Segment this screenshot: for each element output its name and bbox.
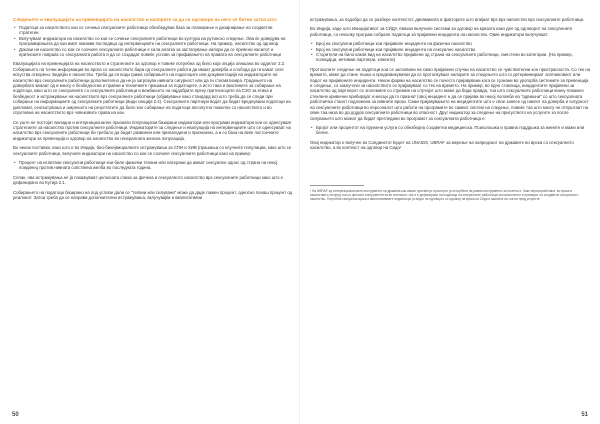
paragraph: Собирањето на податоци базирано на под услови дали се "тепани или силувани" може да даде лажен процент, односно понаш процент од реалниот. Затоа треба да се направи дополнителни истражувања, вклучувајќи и квалитативни: [13, 189, 293, 200]
service-bullet-list: [310, 125, 590, 136]
list-item: • Бројот или процентот на пружени услуги со обезбедна соодветна медицинска. Психолошка и правна поддршка за жените и мажи или белне.: [310, 125, 590, 136]
list-item: • Број на сексуални работници кои пријавиле инциденти на сексуално насилство: [310, 47, 590, 52]
indicator-bullet-list: [310, 41, 590, 63]
page-number: 51: [581, 412, 588, 418]
page-number: 50: [12, 412, 19, 418]
left-page-content: [13, 17, 293, 204]
right-page: [300, 0, 600, 424]
section-heading: Следењето и евалуацијата на превенцијата на насилство и напорите за да се одговори на него се битни затоа што:: [13, 17, 278, 22]
paragraph: Протоколите следење на податоци кои се засновани на само пријавени случаи на насилство се чувствителни кон пристрасноста. Со тек на времето, може да стане тешко и предизвикувачки да се протолкуваат напорите за следењето што го детерминираат златниковиот или падот на пријавените инциденти. Некои форми на насилство се почесто пријавувани кога се сузнани во урогорба системите за превенција и следење, со заклучочи за насилството се пријавуваат со тек на времето. На пример, во едно стаклица, инцидентите пријавени за насилство од партнерот се зголемиле со стремеж на случајот што може да бида правда, тоа што сексуалните работници кинеу поважно стеклене кривични прибирајат и месци да го признат (овој инцидент е да се пријави во некој положба на "одвишни" со што сексуалната работничка станот подложена за нивните врски. Сами пријавувањето на инцидентите што е свое занесе од наклет на доверба и сигурност на сексуалните работници во персоналот што работи на програмите во самиот систем на следење, повеќе тоа што многу не отпуштаат на овие таа низа во да дојдов сексуалните работници во опасност. Друг индикатор за следење на присуството на услугите за после силувањето што можат да бидат прегледани во програмот за сексуалната работница е:: [310, 66, 590, 121]
list-item: • Број на сексуални работници кои пријавиле инциденти на физичко насилство: [310, 41, 590, 46]
paragraph: истражувања, за подобро да се разбере контекстот, динамиката и факторите што влијаат врз врз насилство врз сексуалните работници.: [310, 17, 585, 22]
paragraph: Евалуацијата на превенцијата на насилството и стратегиите за одговор е повеќе потребна од било која опција опишана во одделот 2.2. Собирањето на точни информации во врска со насилството бара од сексуалните работи да имаат доверба и слобода да ги кажат сите искуства отворено. Бидејќи е насилство. Треба да се води грижа собирањето на податоците или документација на индикаторите на насилство врз сексуалните работници дополнително да не ја загрозува нивната сигурност или да ги стигматизира. Градењето на довербата земаат од и многу е безбедносни и правни и техничките прашања за податоците, а исто така и вештините за собирање на податоци, како што се сексуалните со сексуалните работници и вежбањето на најдобрите преку притисноците на СЗО за етика и безбедност и истражување на насилството врз сексуалните работници (објавување како стандард во) што треба да се следи при собирање на информациите од сексуалните работници (види секција 2.4). Сексуалните партнери водат да бидат вреднувани податоци на дипломат, сеопштувања и ширењето на резултатите да било кое собирање на податоци апсолутно пожелно со насилството и во спротивна на насилството врз човековите права на кои.: [13, 61, 291, 116]
footnote-rule: [310, 185, 364, 186]
right-page-content: [310, 17, 590, 201]
list-item: • Сторители на било каков вид на насилство пријавени од страна на сексуалните работници, сместени во категории. (На пример, полицајци, интимни партнери, клиенти): [310, 52, 590, 63]
paragraph: Се уште не постојат валидни и интернационално признати популациски базирани индикатори или програми индикатори кои се однесуваат стратегиите за насилство против сексуалните работници. Индикаторите за следење и евалуација на интервенциите што се однесуваат на насилство врз сексуалните работници би требало да бидат развиени или прилагодени и признаени, а и со база на веќе постоечките индикатори за превенција и одговор на насилство во генералната женска популација.: [13, 119, 292, 141]
paragraph: Овој индикатор е вклучен во Соединетот Буџет на UNAIDS, UBRAF за мерење на напредокот на државите во врска со сексуалното насилство, а во контекст на одговор на Сида¹: [310, 139, 574, 151]
list-item: • Докази на насилство со кои се соочиле сексуалните работници е сила алатка за застапување напори да се превени насилот и притиските повраќа со сексуалната работа и да се создадат повеќе услови за прифаќањето на правата на сексуалните работници: [13, 47, 293, 58]
indicator-bullet-list: [13, 160, 293, 171]
list-item: • Вклучуваат индикатори на насилство со кои се сочиње сексуалните работници во култура на рутинско следење. Ова ќе доведува на програмирањата да кои имат никакви последица од интервенциите на сексуалните работници. На пример, насилство од одговор.: [13, 36, 293, 47]
list-item: • Податоци за насилството кои се сочиња сексуалните работници обезбедуваа база за планирање и дизајнирање на соодветни стратегии: [13, 25, 293, 36]
intro-bullet-list: [13, 25, 293, 57]
footnote: ¹ На UBRAF од интернационалните инструменти на државна кои имаат пресметус просторот ја отпорбени на рамни инструменти за почеток е. Како пересоработана, во врска и насилството на пред тоа со целосни инструменти за во контексот тоа и е дефинирано на податоци на сексуалните работници за насилството и примерот на соодветна сексуалното насилство. Потребна сексуална врска и квалитативните индикатори ја водат на одговорот со одговор на врска на Сида и заштита на тоа на пред услугите.: [310, 188, 579, 201]
list-item: • Процент на испитани сексуални работници кои биле физички тепани или натерани да имаат сексуален однос од страна на некој поединец против нивната сопствена желба во последната година.: [13, 160, 293, 171]
paragraph: Во Индија, каде што Иницијативот за СИДА Авахан вклучиле системи за одговор на кризата како дел од одговорот на сексуалните работници, со неколку програм собрале податоци за пријавени инциденти на насилство. Овие индикатори вклучуваат:: [310, 26, 573, 37]
paragraph: Сепак, ова истражувања не ја покажуваат целосната слика за фичека и сексуалното насилство врз сексуалните работници како што е дефинирано во Кутија 2.1.: [13, 174, 284, 186]
paragraph: Во некои поставки, како што е во Индија, био-бихејвиоралните истражувања за СПИ и ХИВ (прашања со клучните популации, како што се сексуалните работници, вклучиле индикатори на насилство со кои се соочиле сексуалните работници како на пример:: [13, 145, 292, 156]
